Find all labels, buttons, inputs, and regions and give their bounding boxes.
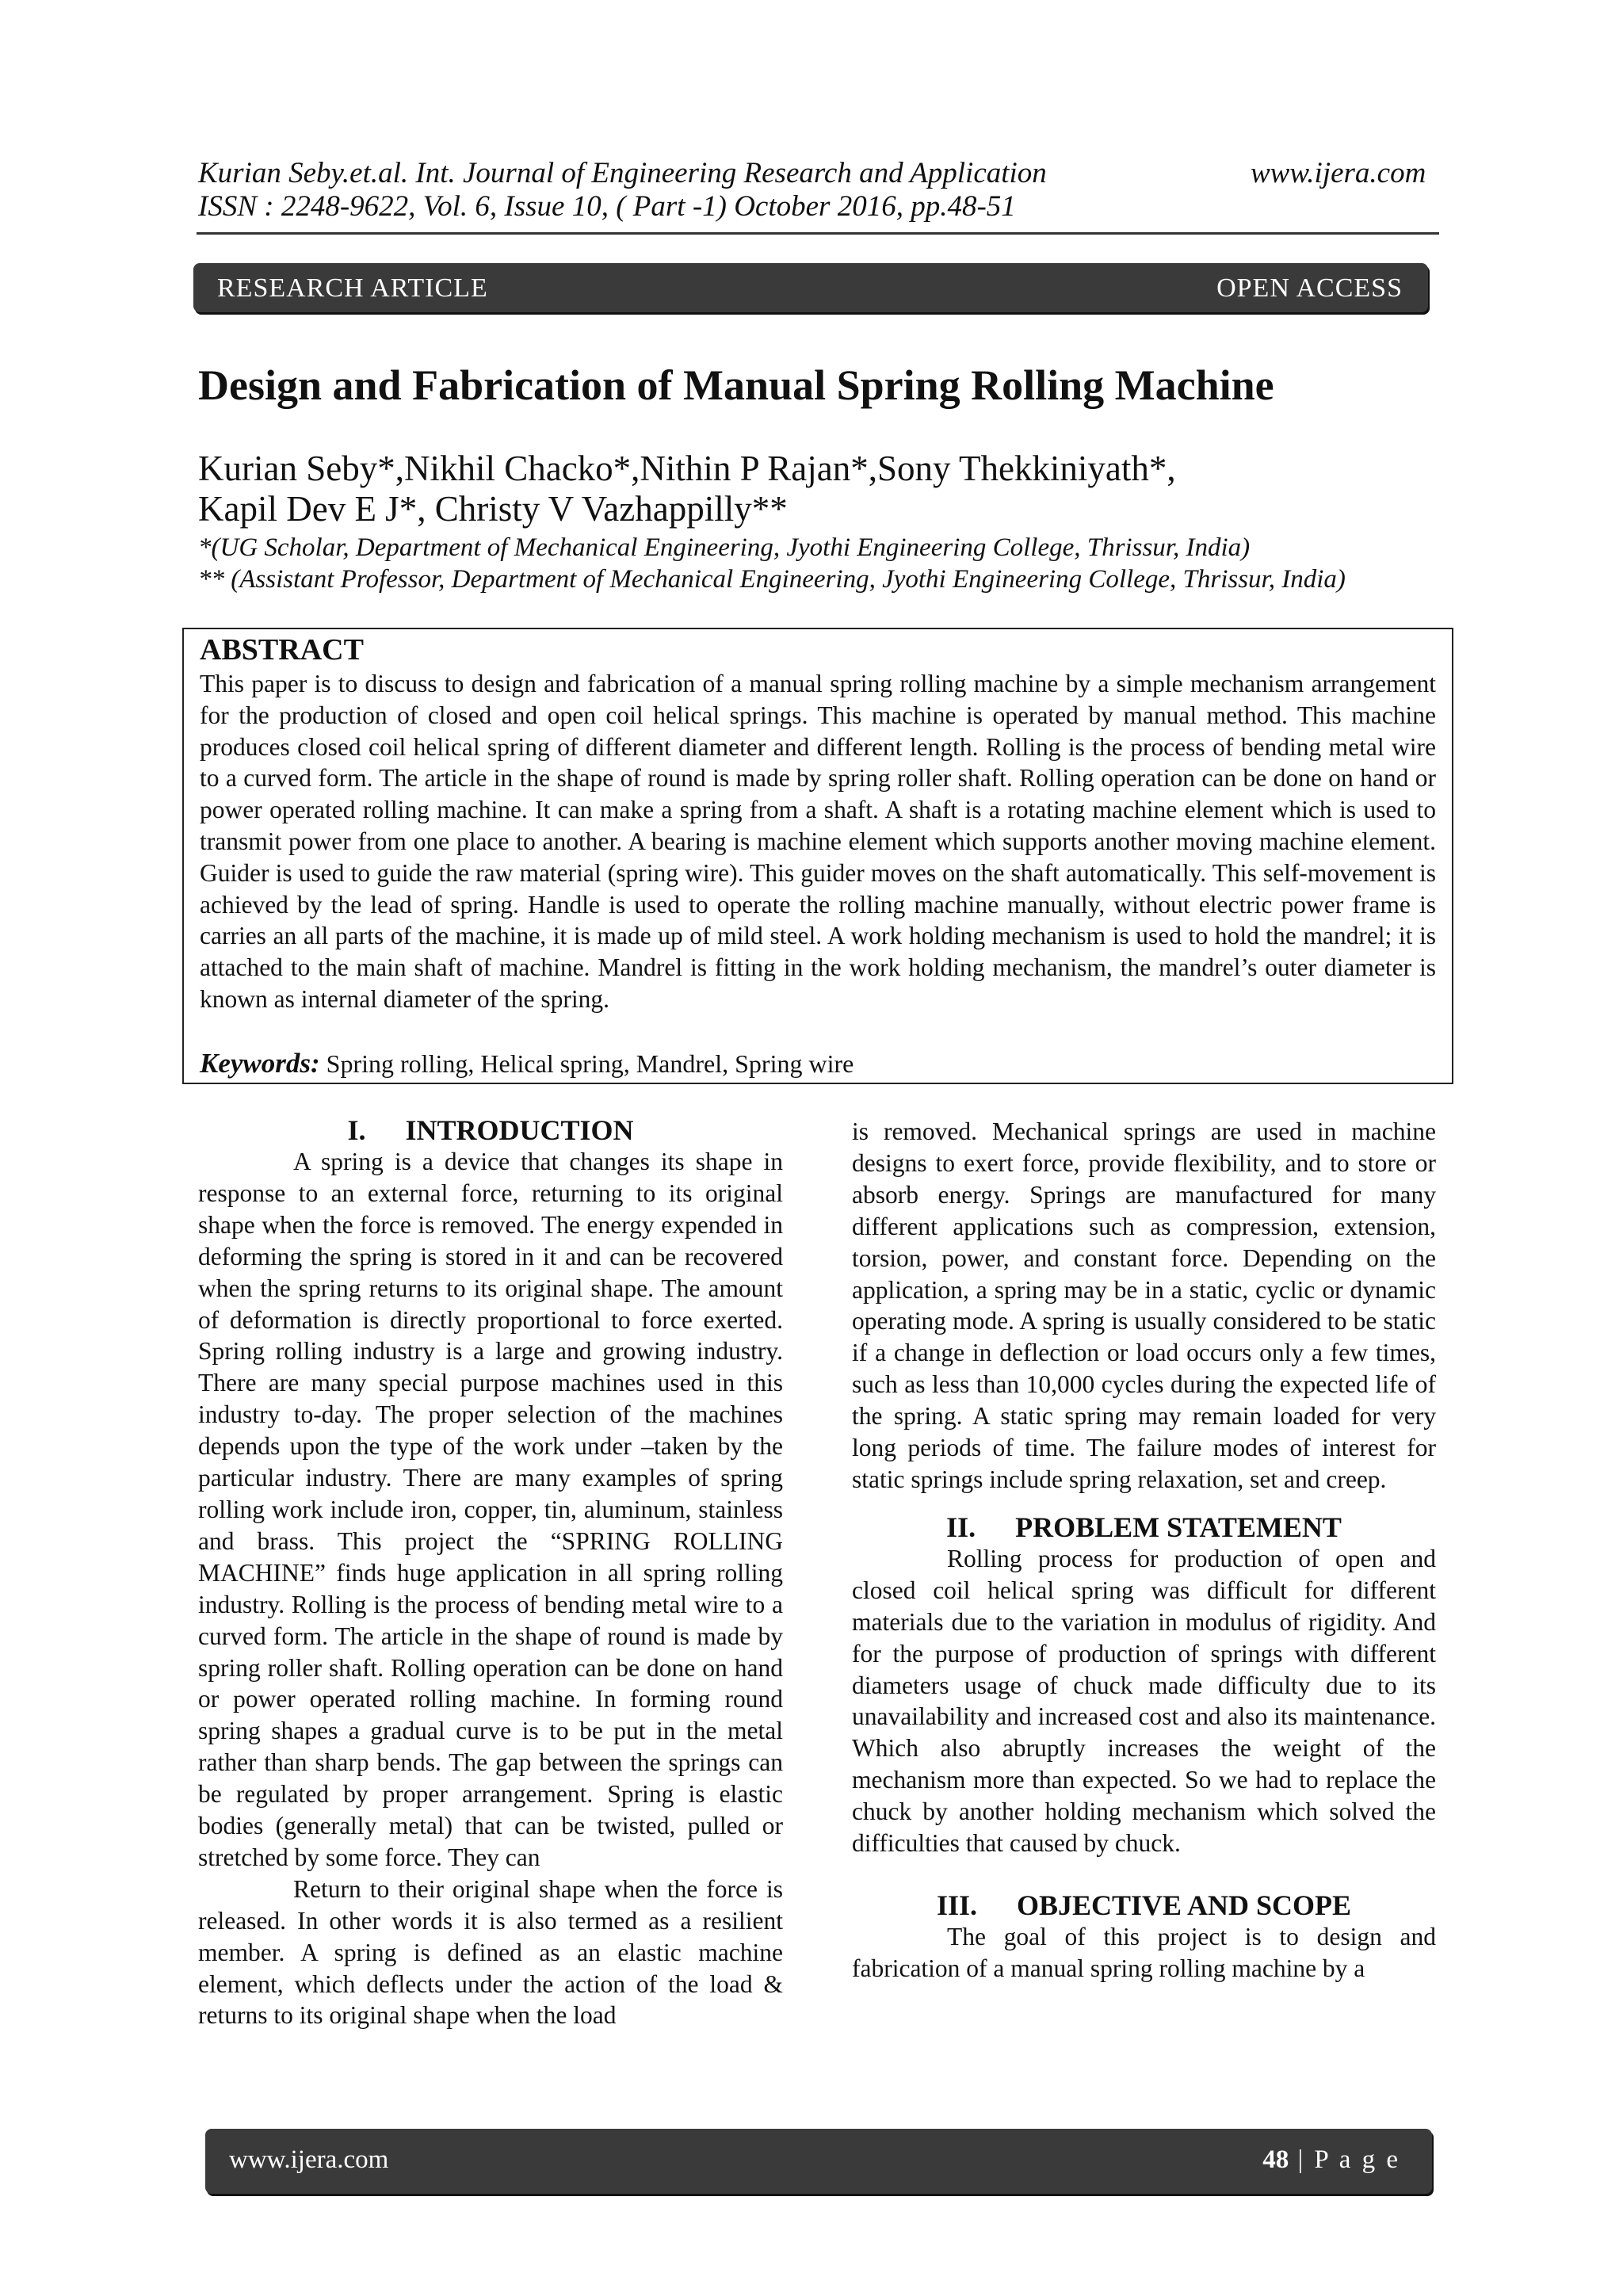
section-title: OBJECTIVE AND SCOPE xyxy=(1016,1889,1352,1921)
section-number: II. xyxy=(946,1511,976,1543)
footer-website: www.ijera.com xyxy=(229,2145,389,2174)
keywords-label: Keywords: xyxy=(200,1048,320,1079)
open-access-label: OPEN ACCESS xyxy=(1216,273,1403,303)
authors-line-1: Kurian Seby*,Nikhil Chacko*,Nithin P Rajan*,Sony Thekkiniyath*, xyxy=(198,449,1176,488)
paper-title: Design and Fabrication of Manual Spring Rolling Machine xyxy=(198,361,1274,409)
abstract-text: This paper is to discuss to design and fabrication of a manual spring rolling machine by a simple mechanism arrangement for the production of closed and open coil helical springs. This machine is operated by manual method. This machine produces closed coil helical spring of different diameter and different length. Rolling is the process of bending metal wire to a curved form. The article in the shape of round is made by spring roller shaft. Rolling operation can be done on hand or power operated rolling machine. It can make a spring from a shaft. A shaft is a rotating machine element which is used to transmit power from one place to another. A bearing is machine element which supports another moving machine element. Guider is used to guide the raw material (spring wire). This guider moves on the shaft automatically. This self-movement is achieved by the lead of spring. Handle is used to operate the rolling machine manually, without electric power frame is carries an all parts of the machine, it is made up of mild steel. A work holding mechanism is used to hold the mandrel; it is attached to the main shaft of machine. Mandrel is fitting in the work holding mechanism, the mandrel’s outer diameter is known as internal diameter of the spring. xyxy=(200,670,1436,1013)
page-number: 48 xyxy=(1262,2145,1289,2174)
keywords-list: Spring rolling, Helical spring, Mandrel, Spring wire xyxy=(319,1049,854,1078)
abstract-box xyxy=(182,628,1453,1084)
issn-line: ISSN : 2248-9622, Vol. 6, Issue 10, ( Part -1) October 2016, pp.48-51 xyxy=(198,190,1016,223)
section-title: PROBLEM STATEMENT xyxy=(1015,1511,1342,1543)
journal-website: www.ijera.com xyxy=(1251,157,1426,189)
right-column xyxy=(852,1116,1436,1985)
intro-paragraph-2: Return to their original shape when the force is released. In other words it is also termed as a resilient member. A spring is defined as an elastic machine element, which deflects under the action of the load & returns to its original shape when the load xyxy=(198,1874,783,2030)
intro-paragraph-3: is removed. Mechanical springs are used in machine designs to exert force, provide flexibility, and to store or absorb energy. Springs are manufactured for many different applications such as compression, extension, torsion, power, and constant force. Depending on the application, a spring may be in a static, cyclic or dynamic operating mode. A spring is usually considered to be static if a change in deflection or load occurs only a few times, such as less than 10,000 cycles during the expected life of the spring. A static spring may remain loaded for very long periods of time. The failure modes of interest for static springs include spring relaxation, set and creep. xyxy=(852,1117,1436,1493)
section-heading-introduction xyxy=(198,1114,783,1146)
journal-header-line: Kurian Seby.et.al. Int. Journal of Engineering Research and Application xyxy=(198,157,1047,189)
section-number: I. xyxy=(347,1114,366,1146)
abstract-heading: ABSTRACT xyxy=(200,633,364,667)
header-divider xyxy=(197,232,1439,235)
affiliation-1: *(UG Scholar, Department of Mechanical Engineering, Jyothi Engineering College, Thrissur, India) xyxy=(198,533,1251,562)
section-title: INTRODUCTION xyxy=(405,1114,634,1146)
section-heading-problem-statement xyxy=(852,1511,1436,1543)
intro-paragraph-1: A spring is a device that changes its shape in response to an external force, returning to its original shape when the force is removed. The energy expended in deforming the spring is stored in it and can be recovered when the spring returns to its original shape. The amount of deformation is directly proportional to force exerted. Spring rolling industry is a large and growing industry. There are many special purpose machines used in this industry to-day. The proper selection of the machines depends upon the type of the work under –taken by the particular industry. There are many examples of spring rolling work include iron, copper, tin, aluminum, stainless and brass. This project the “SPRING ROLLING MACHINE” finds huge application in all spring rolling industry. Rolling is the process of bending metal wire to a curved form. The article in the shape of round is made by spring roller shaft. Rolling operation can be done on hand or power operated rolling machine. In forming round spring shapes a gradual curve is to be put in the metal rather than sharp bends. The gap between the springs can be regulated by proper arrangement. Spring is elastic bodies (generally metal) that can be twisted, pulled or stretched by some force. They can xyxy=(198,1148,783,1871)
affiliation-2: ** (Assistant Professor, Department of Mechanical Engineering, Jyothi Engineering College, Thrissur, India) xyxy=(198,565,1346,594)
section-number: III. xyxy=(936,1889,977,1921)
authors-line-2: Kapil Dev E J*, Christy V Vazhappilly** xyxy=(198,489,788,529)
problem-paragraph: Rolling process for production of open and closed coil helical spring was difficult for different materials due to the variation in modulus of rigidity. And for the purpose of production of springs with different diameters usage of chuck made difficulty due to its unavailability and increased cost and also its maintenance. Which also abruptly increases the weight of the mechanism more than expected. So we had to replace the chuck by another holding mechanism which solved the difficulties that caused by chuck. xyxy=(852,1544,1436,1858)
article-type-banner xyxy=(193,263,1428,312)
section-heading-objective xyxy=(852,1889,1436,1921)
page-indicator xyxy=(1262,2145,1400,2175)
page-label: | P a g e xyxy=(1289,2145,1400,2174)
objective-paragraph: The goal of this project is to design and fabrication of a manual spring rolling machine by a xyxy=(852,1922,1436,1982)
left-column xyxy=(198,1114,783,2031)
research-article-label: RESEARCH ARTICLE xyxy=(217,273,488,303)
keywords xyxy=(200,1048,854,1079)
page-footer xyxy=(205,2129,1432,2194)
